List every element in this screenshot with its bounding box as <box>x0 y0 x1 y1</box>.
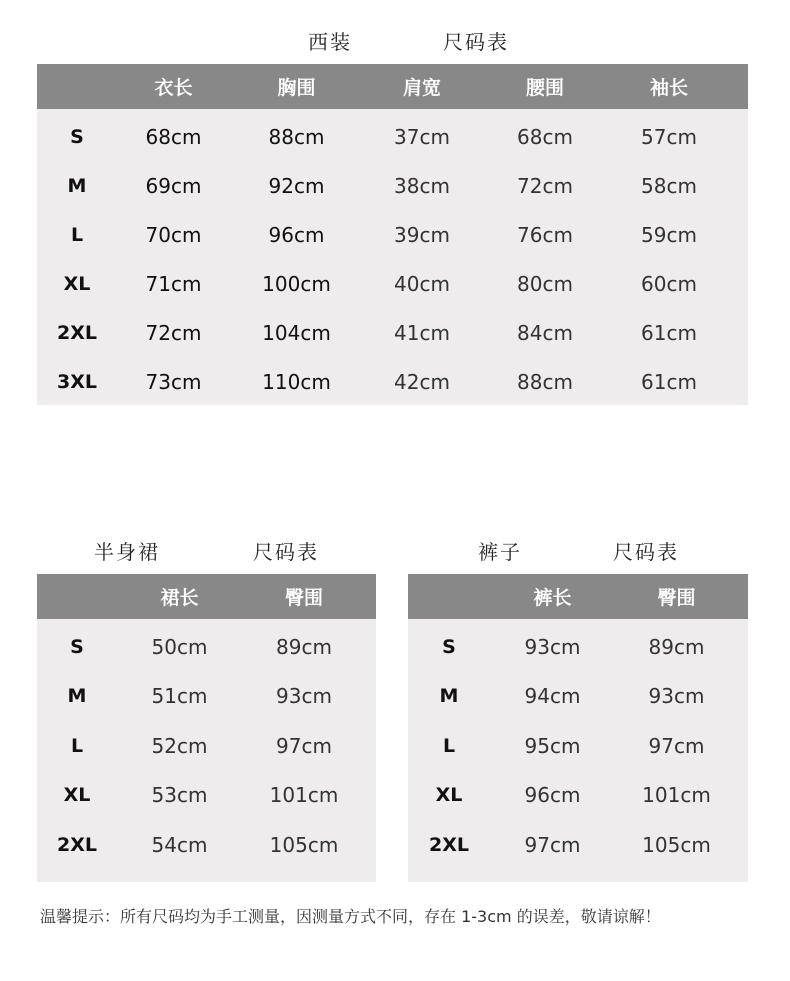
cell-value: 58cm <box>641 173 697 198</box>
cell-value: 41cm <box>394 320 450 345</box>
cell-value: 53cm <box>151 783 208 808</box>
cell-value: 68cm <box>145 124 202 149</box>
skirt-title-right: 尺码表 <box>253 540 319 564</box>
cell-value: 84cm <box>517 320 573 345</box>
cell-value: 97cm <box>648 733 705 758</box>
table-row <box>37 161 748 210</box>
cell-value: 93cm <box>276 684 332 709</box>
table-row <box>408 672 748 722</box>
cell-value: 59cm <box>641 222 697 247</box>
cell-value: 60cm <box>641 271 697 296</box>
table-row <box>37 672 376 722</box>
size-label: L <box>442 734 456 757</box>
table-row <box>37 259 748 308</box>
suit-size-table <box>37 64 748 405</box>
pants-header-length: 裤长 <box>533 587 572 609</box>
cell-value: 97cm <box>276 733 332 758</box>
table-row <box>37 820 376 870</box>
cell-value: 88cm <box>268 124 325 149</box>
pants-size-table <box>408 574 748 882</box>
cell-value: 39cm <box>394 222 450 247</box>
suit-body <box>37 109 748 406</box>
suit-title-right: 尺码表 <box>443 30 509 54</box>
cell-value: 57cm <box>641 124 697 149</box>
skirt-header-hip: 臀围 <box>284 587 323 609</box>
suit-header-waist: 腰围 <box>525 77 564 99</box>
suit-header-sleeve: 袖长 <box>649 77 688 99</box>
cell-value: 42cm <box>394 369 450 394</box>
size-label: 2XL <box>57 833 97 856</box>
table-row <box>37 771 376 821</box>
table-row <box>37 112 748 161</box>
cell-value: 93cm <box>524 634 581 659</box>
table-row <box>37 721 376 771</box>
cell-value: 69cm <box>145 173 202 198</box>
size-label: L <box>70 734 84 757</box>
size-label: XL <box>63 784 91 807</box>
table-row <box>37 210 748 259</box>
cell-value: 92cm <box>268 173 325 198</box>
cell-value: 97cm <box>524 832 581 857</box>
cell-value: 105cm <box>642 832 711 857</box>
cell-value: 37cm <box>394 124 450 149</box>
table-row <box>408 771 748 821</box>
cell-value: 88cm <box>517 369 573 394</box>
size-label: XL <box>63 272 91 295</box>
table-row <box>408 622 748 672</box>
size-label: L <box>70 223 84 246</box>
measurement-note: 温馨提示：所有尺码均为手工测量，因测量方式不同，存在 1-3cm 的误差，敬请谅解！ <box>40 907 661 926</box>
cell-value: 61cm <box>641 320 697 345</box>
cell-value: 80cm <box>517 271 573 296</box>
size-label: M <box>67 685 87 708</box>
cell-value: 96cm <box>268 222 325 247</box>
suit-title-left: 西装 <box>308 30 352 54</box>
skirt-header-row <box>37 574 376 619</box>
cell-value: 51cm <box>151 684 208 709</box>
size-label: 2XL <box>429 833 469 856</box>
skirt-body <box>37 619 376 870</box>
cell-value: 54cm <box>151 832 208 857</box>
suit-header-bust: 胸围 <box>277 77 316 99</box>
cell-value: 93cm <box>648 684 705 709</box>
cell-value: 95cm <box>524 733 581 758</box>
size-label: M <box>439 685 459 708</box>
cell-value: 89cm <box>276 634 332 659</box>
cell-value: 104cm <box>262 320 331 345</box>
cell-value: 96cm <box>524 783 581 808</box>
size-label: S <box>442 635 456 658</box>
pants-title-left: 裤子 <box>478 540 522 564</box>
suit-header-shoulder: 肩宽 <box>402 77 441 99</box>
cell-value: 52cm <box>151 733 208 758</box>
table-row <box>37 308 748 357</box>
size-label: 2XL <box>57 321 97 344</box>
cell-value: 72cm <box>145 320 202 345</box>
cell-value: 72cm <box>517 173 573 198</box>
size-label: XL <box>435 784 463 807</box>
pants-title-right: 尺码表 <box>613 540 679 564</box>
skirt-size-table <box>37 574 376 882</box>
cell-value: 68cm <box>517 124 573 149</box>
cell-value: 50cm <box>151 634 208 659</box>
cell-value: 40cm <box>394 271 450 296</box>
pants-header-hip: 臀围 <box>657 587 696 609</box>
cell-value: 105cm <box>269 832 339 857</box>
cell-value: 71cm <box>145 271 202 296</box>
cell-value: 89cm <box>648 634 705 659</box>
pants-body <box>408 619 748 870</box>
suit-header-length: 衣长 <box>154 77 193 99</box>
pants-header-row <box>408 574 748 619</box>
cell-value: 70cm <box>145 222 202 247</box>
cell-value: 110cm <box>262 369 331 394</box>
skirt-header-length: 裙长 <box>160 587 199 609</box>
table-row <box>37 622 376 672</box>
suit-header-row <box>37 64 748 109</box>
size-label: M <box>67 174 87 197</box>
cell-value: 100cm <box>262 271 331 296</box>
cell-value: 76cm <box>517 222 573 247</box>
table-row <box>408 820 748 870</box>
size-label: S <box>70 635 84 658</box>
cell-value: 38cm <box>394 173 450 198</box>
cell-value: 101cm <box>269 783 339 808</box>
skirt-title-left: 半身裙 <box>94 540 160 564</box>
cell-value: 94cm <box>524 684 581 709</box>
cell-value: 101cm <box>642 783 711 808</box>
size-label: 3XL <box>57 370 97 393</box>
cell-value: 73cm <box>145 369 202 394</box>
size-label: S <box>70 125 84 148</box>
table-row <box>408 721 748 771</box>
cell-value: 61cm <box>641 369 697 394</box>
table-row <box>37 357 748 406</box>
